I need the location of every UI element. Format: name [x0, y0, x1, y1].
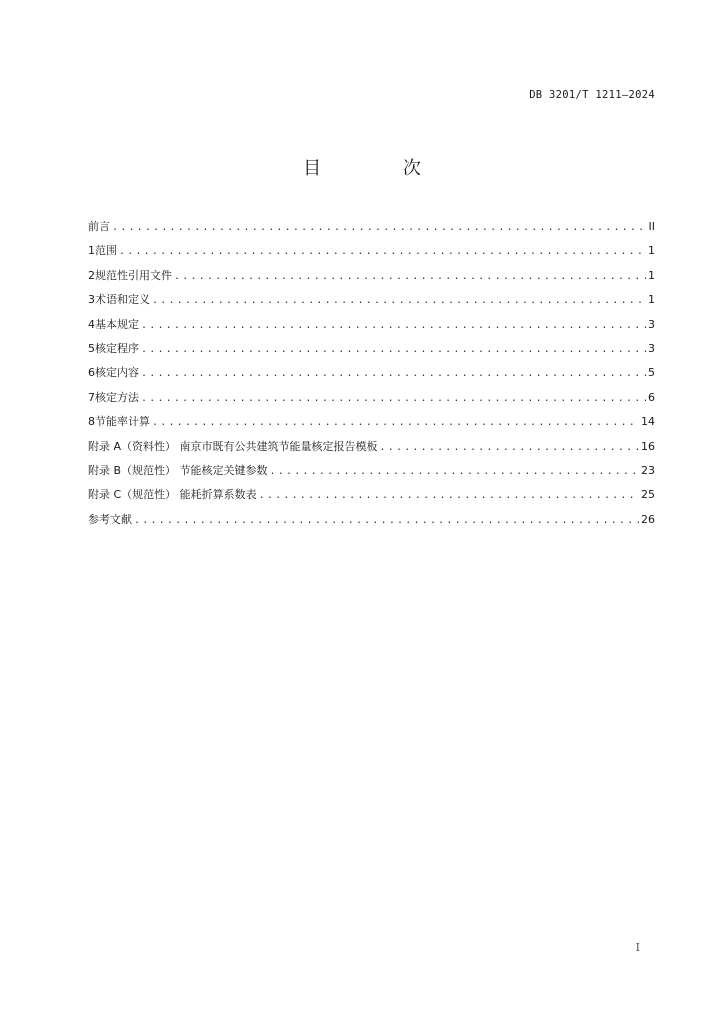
toc-entry-page: 16: [641, 439, 655, 453]
toc-leader-dots: [119, 243, 646, 260]
toc-entry-number: 7: [88, 390, 95, 404]
toc-leader-dots: [174, 268, 646, 285]
toc-entry-label: 附录 C（规范性） 能耗折算系数表: [88, 488, 257, 502]
toc-entry-page: 1: [648, 293, 655, 307]
toc-entry-1[interactable]: [88, 242, 655, 266]
toc-entry-label: 核定程序: [95, 341, 139, 355]
toc-entry-number: 1: [88, 244, 95, 258]
toc-entry-label: 基本规定: [95, 317, 139, 331]
toc-entry-label: 范围: [95, 244, 117, 258]
toc-entry-8[interactable]: [88, 413, 655, 437]
toc-entry-3[interactable]: [88, 291, 655, 315]
toc-entry-page: 26: [641, 512, 655, 526]
toc-leader-dots: [134, 512, 639, 529]
toc-leader-dots: [152, 414, 639, 431]
toc-entry-label: 附录 B（规范性） 节能核定关键参数: [88, 463, 268, 477]
toc-entry-label: 术语和定义: [95, 293, 150, 307]
toc-entry-label: 前言: [88, 220, 110, 233]
toc-entry-page: 14: [641, 415, 655, 429]
toc-leader-dots: [380, 439, 639, 456]
toc-entry-page: 25: [641, 488, 655, 502]
toc-entry-appendix-b[interactable]: [88, 462, 655, 486]
toc-entry-page: 1: [648, 244, 655, 258]
toc-entry-2[interactable]: [88, 267, 655, 291]
toc-entry-foreword[interactable]: [88, 218, 655, 242]
toc-leader-dots: [141, 317, 646, 334]
toc-entry-label: 核定方法: [95, 390, 139, 404]
toc-leader-dots: [259, 487, 639, 504]
toc-entry-page: 5: [648, 366, 655, 380]
toc-entry-number: 6: [88, 366, 95, 380]
toc-entry-label: 规范性引用文件: [95, 268, 172, 282]
toc-entry-label: 参考文献: [88, 512, 132, 526]
toc-entry-number: 5: [88, 341, 95, 355]
toc-entry-6[interactable]: [88, 364, 655, 388]
toc-entry-appendix-a[interactable]: [88, 438, 655, 462]
toc-leader-dots: [152, 292, 646, 309]
toc-leader-dots: [112, 219, 647, 236]
page-number: I: [635, 941, 640, 954]
toc-entry-label: 节能率计算: [95, 415, 150, 429]
toc-entry-5[interactable]: [88, 340, 655, 364]
toc-entry-page: II: [648, 220, 655, 233]
toc-title: 目 次: [303, 158, 459, 179]
document-code: DB 3201/T 1211—2024: [529, 89, 655, 101]
toc-entry-number: 8: [88, 415, 95, 429]
toc-leader-dots: [141, 341, 646, 358]
toc-entry-number: 3: [88, 293, 95, 307]
table-of-contents: [88, 218, 655, 535]
toc-entry-references[interactable]: [88, 511, 655, 535]
toc-entry-page: 1: [648, 268, 655, 282]
toc-entry-label: 附录 A（资料性） 南京市既有公共建筑节能量核定报告模板: [88, 439, 378, 453]
toc-entry-page: 3: [648, 341, 655, 355]
toc-entry-number: 4: [88, 317, 95, 331]
toc-leader-dots: [141, 390, 646, 407]
toc-entry-4[interactable]: [88, 316, 655, 340]
toc-entry-appendix-c[interactable]: [88, 486, 655, 510]
toc-entry-label: 核定内容: [95, 366, 139, 380]
toc-entry-page: 6: [648, 390, 655, 404]
toc-entry-page: 23: [641, 463, 655, 477]
toc-leader-dots: [141, 365, 646, 382]
toc-entry-number: 2: [88, 268, 95, 282]
toc-entry-7[interactable]: [88, 389, 655, 413]
toc-entry-page: 3: [648, 317, 655, 331]
toc-leader-dots: [270, 463, 639, 480]
